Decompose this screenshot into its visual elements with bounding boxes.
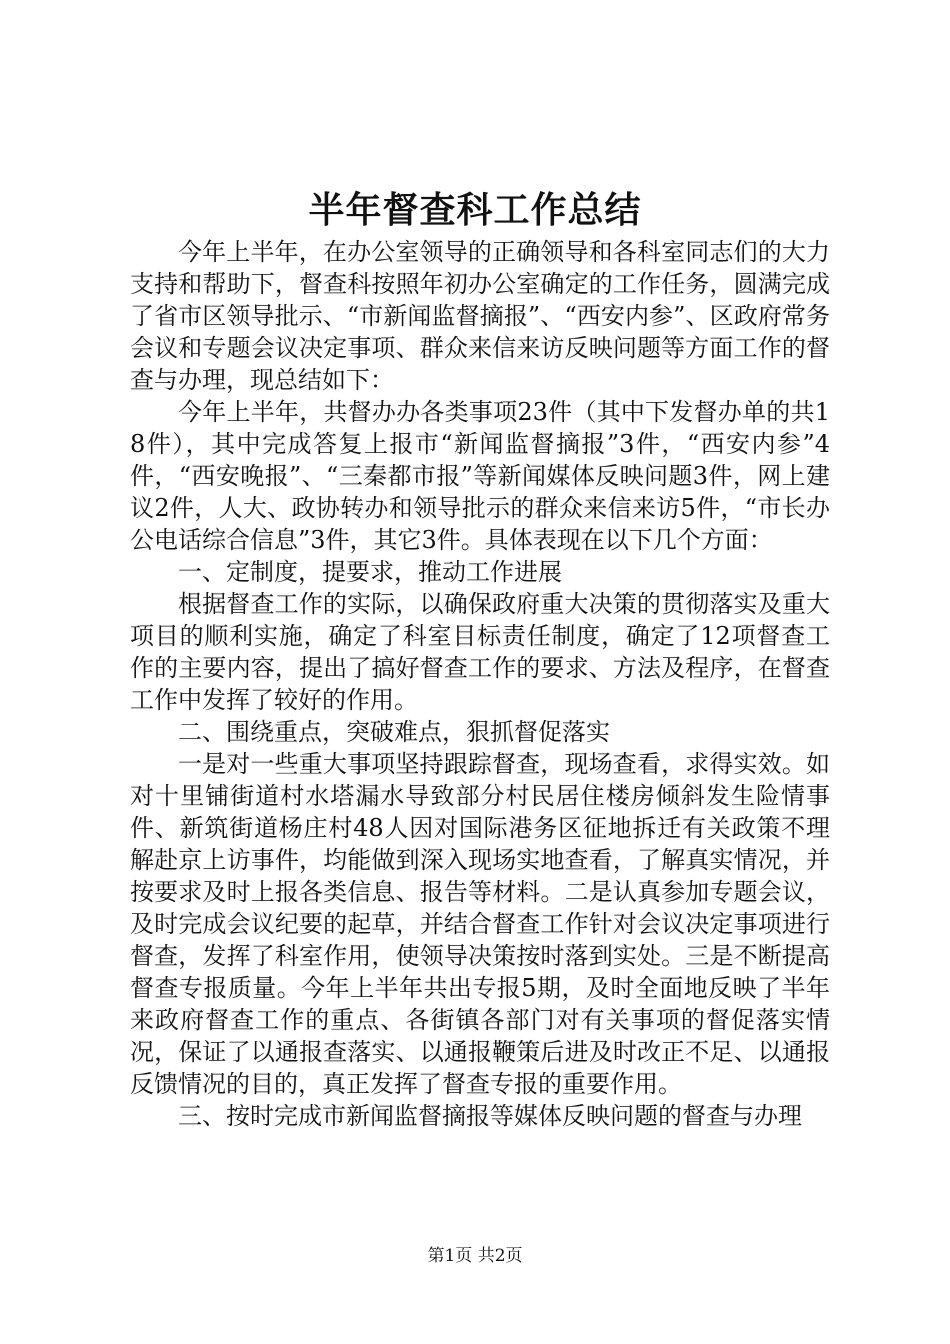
section-heading-1: 一、定制度，提要求，推动工作进展 [178, 558, 562, 586]
paragraph-summary-stats: 今年上半年，共督办办各类事项23件（其中下发督办单的共18件），其中完成答复上报市“新闻监督摘报”3件，“西安内参”4件，“西安晚报”、“三秦都市报”等新闻媒体反映问题3件，网上建议2件，人大、政协转办和领导批示的群众来信来访5件，“市长办公电话综合信息”3件，其它3件。具体表现在以下几个方面： [130, 398, 830, 554]
document-body [130, 236, 830, 1132]
document-title: 半年督查科工作总结 [308, 189, 642, 231]
page-footer: 第1页 共2页 [427, 1246, 523, 1266]
paragraph-intro: 今年上半年，在办公室领导的正确领导和各科室同志们的大力支持和帮助下，督查科按照年初办公室确定的工作任务，圆满完成了省市区领导批示、“市新闻监督摘报”、“西安内参”、区政府常务会议和专题会议决定事项、群众来信来访反映问题等方面工作的督查与办理，现总结如下： [130, 238, 830, 394]
paragraph-section-2: 一是对一些重大事项坚持跟踪督查，现场查看，求得实效。如对十里铺街道村水塔漏水导致部分村民居住楼房倾斜发生险情事件、新筑街道杨庄村48人因对国际港务区征地拆迁有关政策不理解赴京上访事件，均能做到深入现场实地查看，了解真实情况，并按要求及时上报各类信息、报告等材料。二是认真参加专题会议，及时完成会议纪要的起草，并结合督查工作针对会议决定事项进行督查，发挥了科室作用，使领导决策按时落到实处。三是不断提高督查专报质量。今年上半年共出专报5期，及时全面地反映了半年来政府督查工作的重点、各街镇各部门对有关事项的督促落实情况，保证了以通报查落实、以通报鞭策后进及时改正不足、以通报反馈情况的目的，真正发挥了督查专报的重要作用。 [130, 750, 830, 1098]
section-heading-2: 二、围绕重点，突破难点，狠抓督促落实 [178, 718, 610, 746]
section-heading-3: 三、按时完成市新闻监督摘报等媒体反映问题的督查与办理 [178, 1102, 802, 1130]
paragraph-section-1: 根据督查工作的实际，以确保政府重大决策的贯彻落实及重大项目的顺利实施，确定了科室目标责任制度，确定了12项督查工作的主要内容，提出了搞好督查工作的要求、方法及程序，在督查工作中发挥了较好的作用。 [130, 590, 830, 714]
